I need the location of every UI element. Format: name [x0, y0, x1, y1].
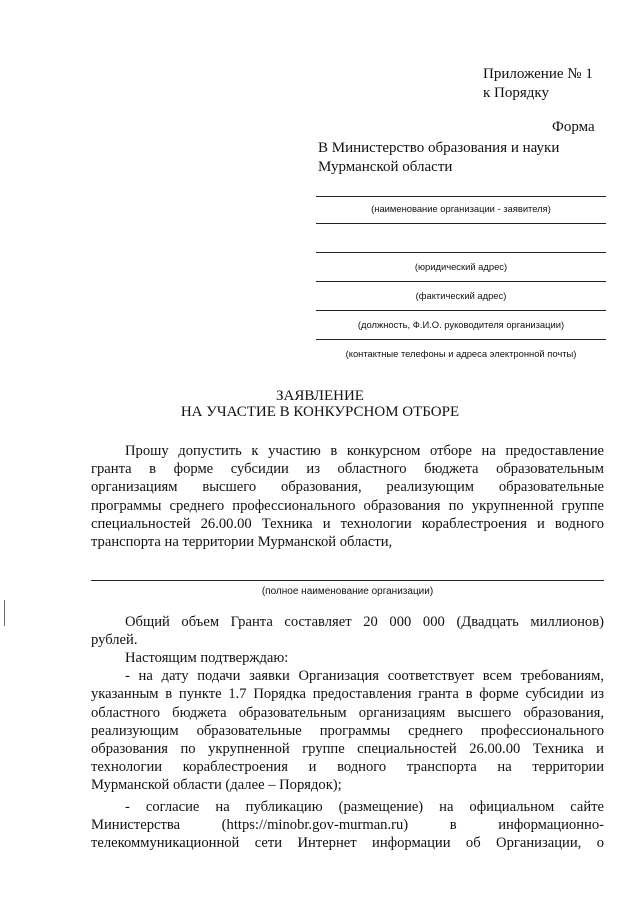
appendix-reference: к Порядку: [483, 85, 549, 101]
confirm-item-1-line-1: - на дату подачи заявки Организация соответствует всем требованиям,: [125, 668, 604, 685]
title-line-1: ЗАЯВЛЕНИЕ: [276, 388, 364, 404]
request-paragraph: [91, 442, 604, 551]
org-full-name-caption: (полное наименование организации): [261, 586, 434, 597]
grant-paragraph: [91, 613, 604, 649]
confirm-item-1-line-6: технологии кораблестроения и водного транспорта на территории: [91, 759, 604, 776]
title-line-2: НА УЧАСТИЕ В КОНКУРСНОМ ОТБОРЕ: [180, 404, 460, 420]
head-caption: (должность, Ф.И.О. руководителя организации): [357, 319, 565, 330]
grant-line-2: рублей.: [91, 632, 138, 649]
appendix-number: Приложение № 1: [483, 66, 593, 82]
org-name-line[interactable]: [316, 196, 606, 197]
contacts-line[interactable]: [316, 339, 606, 340]
request-line-2: гранта в форме субсидии из областного бюджета образовательным: [91, 461, 604, 478]
head-line[interactable]: [316, 310, 606, 311]
confirm-item-2-line-3: телекоммуникационной сети Интернет информации об Организации, о: [91, 835, 604, 852]
recipient-line-2: Мурманской области: [318, 159, 453, 175]
confirm-section: [91, 649, 604, 852]
contacts-caption: (контактные телефоны и адреса электронной почты): [345, 348, 577, 359]
confirm-item-1-line-4: реализующим образовательные программы среднего профессионального: [91, 722, 604, 739]
form-label: Форма: [552, 119, 595, 135]
actual-address-caption: (фактический адрес): [415, 290, 507, 301]
confirm-item-2-line-1: - согласие на публикацию (размещение) на официальном сайте: [125, 798, 604, 815]
margin-mark: [4, 600, 5, 626]
confirm-item-1-line-3: областного бюджета образовательным организациям высшего образования,: [91, 704, 604, 721]
confirm-item-2-line-2: Министерства (https://minobr.gov-murman.ru) в информационно-: [91, 816, 604, 833]
request-line-6: транспорта на территории Мурманской области,: [91, 534, 393, 551]
confirm-item-1-line-7: Мурманской области (далее – Порядок);: [91, 777, 342, 794]
org-name-line-2[interactable]: [316, 223, 606, 224]
org-full-name-line[interactable]: [91, 580, 604, 581]
confirm-item-1-line-5: образования по укрупненной группе специальностей 26.00.00 Техника и: [91, 741, 604, 758]
confirm-intro: Настоящим подтверждаю:: [125, 650, 289, 666]
recipient-line-1: В Министерство образования и науки: [318, 140, 560, 156]
request-line-4: программы среднего профессионального образования по укрупненной группе: [91, 497, 604, 514]
org-name-caption: (наименование организации - заявителя): [371, 203, 551, 214]
legal-address-line[interactable]: [316, 252, 606, 253]
confirm-item-1-line-2: указанным в пункте 1.7 Порядка предоставления гранта в форме субсидии из: [91, 686, 604, 703]
request-line-3: организациям высшего образования, реализующим образовательные: [91, 479, 604, 496]
request-line-1: Прошу допустить к участию в конкурсном отборе на предоставление: [125, 443, 604, 459]
grant-line-1: Общий объем Гранта составляет 20 000 000 (Двадцать миллионов): [125, 614, 604, 630]
actual-address-line[interactable]: [316, 281, 606, 282]
legal-address-caption: (юридический адрес): [414, 261, 508, 272]
request-line-5: специальностей 26.00.00 Техника и технологии кораблестроения и водного: [91, 515, 604, 532]
